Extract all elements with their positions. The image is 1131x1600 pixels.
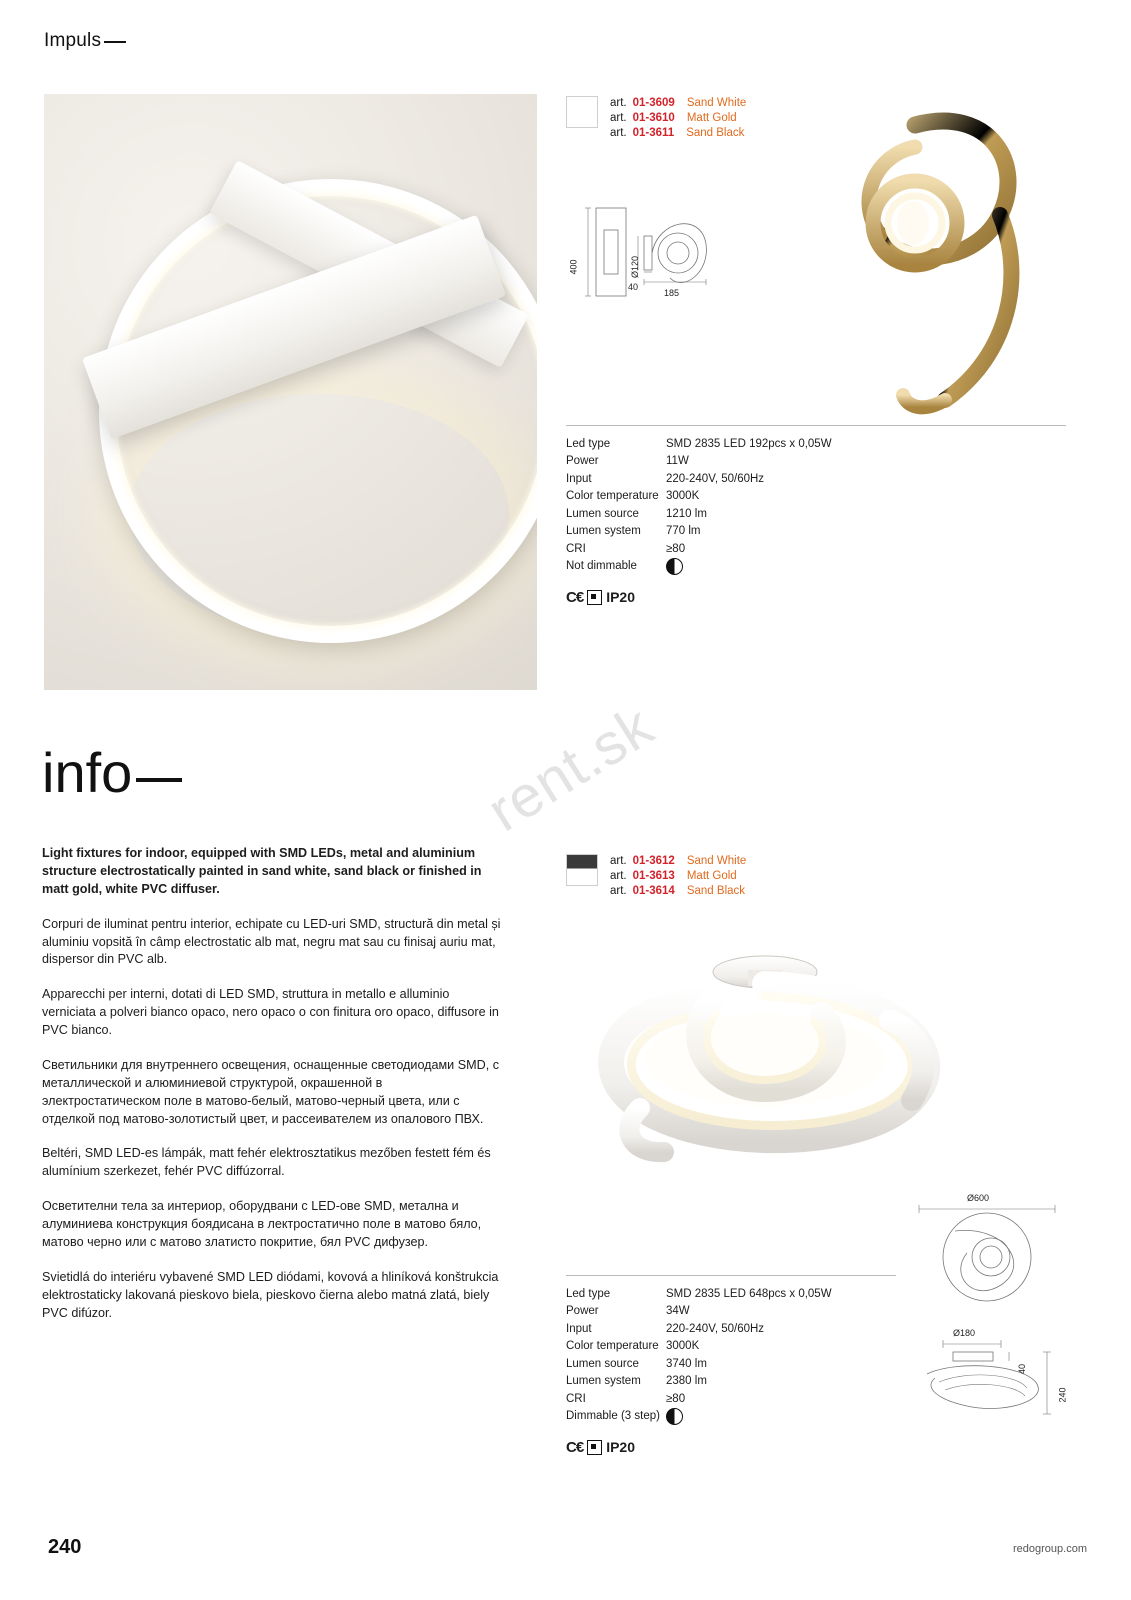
class-ii-icon: [587, 1440, 602, 1455]
spec-key: Lumen source: [566, 1357, 639, 1370]
ce-mark-icon: C€: [566, 1438, 584, 1456]
page-number: 240: [48, 1536, 82, 1558]
spec-row: [566, 1373, 896, 1390]
spec-key: Dimmable (3 step): [566, 1410, 660, 1423]
article-row[interactable]: [610, 885, 746, 897]
dimension-width: 185: [664, 288, 680, 298]
article-finish: Sand White: [686, 97, 747, 109]
dimension-diameter-top: Ø600: [967, 1193, 990, 1203]
spec-key: Led type: [566, 1288, 611, 1300]
art-label: art.: [610, 885, 627, 897]
spec-value: SMD 2835 LED 192pcs x 0,05W: [666, 438, 832, 450]
spec-row: [566, 453, 1066, 470]
spec-key: Input: [566, 1322, 592, 1335]
ceiling-lamp-svg: [560, 940, 980, 1200]
spec-key: Power: [566, 1305, 599, 1318]
article-list-wall-lamp: [610, 97, 746, 142]
article-finish: Matt Gold: [686, 112, 737, 124]
info-paragraph-hu: Beltéri, SMD LED-es lámpák, matt fehér elektrosztatikus mezőben festett fém és alumínium szerkezet, fehér PVC diffúzorral.: [42, 1146, 491, 1179]
spec-value: 3000K: [666, 1340, 700, 1353]
drawing-svg: [566, 200, 746, 320]
technical-drawing-ceiling-side: [905, 1330, 1075, 1440]
dimension-depth: 40: [628, 282, 639, 292]
article-code: 01-3614: [632, 885, 675, 897]
article-list-ceiling-lamp: [610, 855, 746, 900]
info-title-text: info: [42, 741, 133, 804]
dimension-base-diameter: Ø180: [953, 1328, 976, 1338]
drawing-top-svg: [905, 1195, 1075, 1305]
spec-value-dimming: [666, 1408, 896, 1431]
spec-key: CRI: [566, 542, 586, 555]
spec-key: Color temperature: [566, 1340, 659, 1353]
article-code: 01-3609: [632, 97, 675, 109]
info-paragraph-sk: Svietidlá do interiéru vybavené SMD LED diódami, kovová a hliníková konštrukcia elektrostaticky lakovaná pieskovo biela, pieskovo čierna alebo matná zlatá, biely PVC difúzor.: [42, 1269, 499, 1320]
spec-row: [566, 436, 1066, 453]
info-paragraph-it: Apparecchi per interni, dotati di LED SMD, struttura in metallo e alluminio verniciata a polveri bianco opaco, nero opaco o con finitura oro opaco, diffusore in PVC bianco.: [42, 987, 499, 1037]
article-row[interactable]: [610, 855, 746, 867]
brand-name: Impuls: [44, 30, 102, 51]
spec-value: ≥80: [666, 1392, 686, 1405]
spec-key: Input: [566, 472, 592, 485]
product-photo-wall-lamp: [44, 94, 537, 690]
spec-row: [566, 506, 1066, 523]
spec-key: Lumen system: [566, 1375, 641, 1388]
article-finish: Sand Black: [686, 885, 746, 897]
technical-drawing-ceiling-top: [905, 1195, 1075, 1305]
info-paragraph-bg: Осветителни тела за интериор, оборудвани с LED-ове SMD, метална и алуминиева конструкция боядисана в лектростатично поле в матово бяло, матово черно или с матово златисто покритие, бял PVC дифузер.: [42, 1199, 482, 1249]
article-code: 01-3611: [632, 127, 675, 139]
article-row[interactable]: [610, 127, 746, 139]
certification-badges: [566, 1439, 896, 1456]
page-title: [44, 30, 126, 52]
info-section-title: [42, 740, 182, 805]
spec-key: Lumen system: [566, 525, 641, 538]
spec-row: [566, 558, 1066, 581]
article-finish: Sand White: [686, 855, 747, 867]
spec-key: CRI: [566, 1392, 586, 1405]
spec-value: 11W: [666, 455, 689, 468]
spec-key: Color temperature: [566, 490, 659, 503]
art-label: art.: [610, 855, 627, 867]
spec-row: [566, 1338, 896, 1355]
article-finish: Sand Black: [686, 127, 745, 139]
spec-row: [566, 1286, 896, 1303]
drawing-side-svg: [905, 1330, 1075, 1440]
spec-value: 220-240V, 50/60Hz: [666, 1322, 765, 1335]
info-description: [42, 845, 502, 1339]
spec-value: 34W: [666, 1305, 690, 1318]
spec-divider: [566, 425, 1066, 426]
dimmable-icon: [666, 1408, 683, 1425]
spec-row: [566, 1408, 896, 1431]
dimension-total-height: 240: [1057, 1387, 1068, 1403]
spec-divider: [566, 1275, 896, 1276]
spec-value: 3000K: [666, 490, 700, 503]
product-image-ceiling-lamp: [560, 940, 980, 1200]
spec-value: 770 lm: [666, 525, 701, 538]
color-swatch-ceiling-lamp: [566, 854, 598, 886]
product-image-gold-wall-lamp: [795, 95, 1095, 425]
art-label: art.: [610, 870, 627, 882]
spec-row: [566, 523, 1066, 540]
watermark: rent.sk: [476, 692, 665, 845]
gold-lamp-svg: [795, 95, 1095, 425]
info-paragraph-en: Light fixtures for indoor, equipped with SMD LEDs, metal and aluminium structure electrostatically painted in sand white, sand black or finished in matt gold, white PVC diffuser.: [42, 846, 482, 896]
spec-row: [566, 1356, 896, 1373]
spec-key: Power: [566, 455, 599, 468]
dimension-diameter: Ø120: [630, 255, 641, 279]
article-code: 01-3610: [632, 112, 675, 124]
class-ii-icon: [587, 590, 602, 605]
ip-rating: IP20: [606, 589, 635, 606]
footer-website: redogroup.com: [1013, 1543, 1087, 1555]
art-label: art.: [610, 127, 627, 139]
article-code: 01-3612: [632, 855, 675, 867]
spec-row: [566, 1321, 896, 1338]
certification-badges: [566, 589, 1066, 606]
article-row[interactable]: [610, 112, 746, 124]
article-row[interactable]: [610, 870, 746, 882]
spec-value: SMD 2835 LED 648pcs x 0,05W: [666, 1288, 832, 1300]
spec-value: 1210 lm: [666, 507, 707, 520]
article-row[interactable]: [610, 97, 746, 109]
spec-row: [566, 471, 1066, 488]
spec-row: [566, 488, 1066, 505]
spec-value: ≥80: [666, 542, 686, 555]
info-paragraph-ru: Светильники для внутреннего освещения, оснащенные светодиодами SMD, с металлической и алюминиевой структурой, окрашенной в электростатическом поле в матово-белый, матово-черный цвета, или с отделкой под матово-золотистый цвет, и рассеивателем из опалового ПВХ.: [42, 1057, 499, 1126]
info-title-underline: [136, 778, 182, 782]
ce-mark-icon: C€: [566, 588, 584, 606]
spec-key: Lumen source: [566, 507, 639, 520]
technical-drawing-wall-lamp: [566, 200, 746, 320]
art-label: art.: [610, 112, 627, 124]
ip-rating: IP20: [606, 1439, 635, 1456]
article-code: 01-3613: [632, 870, 675, 882]
dimension-height: 400: [568, 259, 579, 275]
spec-row: [566, 541, 1066, 558]
dimension-base-height: 40: [1017, 1363, 1028, 1375]
spec-row: [566, 1391, 896, 1408]
spec-table-ceiling-lamp: [566, 1275, 896, 1456]
article-finish: Matt Gold: [686, 870, 737, 882]
spec-table-wall-lamp: [566, 425, 1066, 606]
spec-value-dimming: [666, 558, 1066, 581]
title-underline: [104, 41, 126, 43]
color-swatch-wall-lamp: [566, 96, 598, 128]
spec-key: Led type: [566, 438, 611, 450]
art-label: art.: [610, 97, 627, 109]
spec-value: 220-240V, 50/60Hz: [666, 472, 765, 485]
spec-value: 3740 lm: [666, 1357, 707, 1370]
spec-row: [566, 1303, 896, 1320]
info-paragraph-ro: Corpuri de iluminat pentru interior, echipate cu LED-uri SMD, structură din metal și aluminiu vopsită în câmp electrostatic alb mat, negru mat sau cu finisaj auriu mat, dispersor din PVC alb.: [42, 916, 501, 967]
spec-value: 2380 lm: [666, 1375, 707, 1388]
dimmable-icon: [666, 558, 683, 575]
spec-key: Not dimmable: [566, 560, 637, 573]
